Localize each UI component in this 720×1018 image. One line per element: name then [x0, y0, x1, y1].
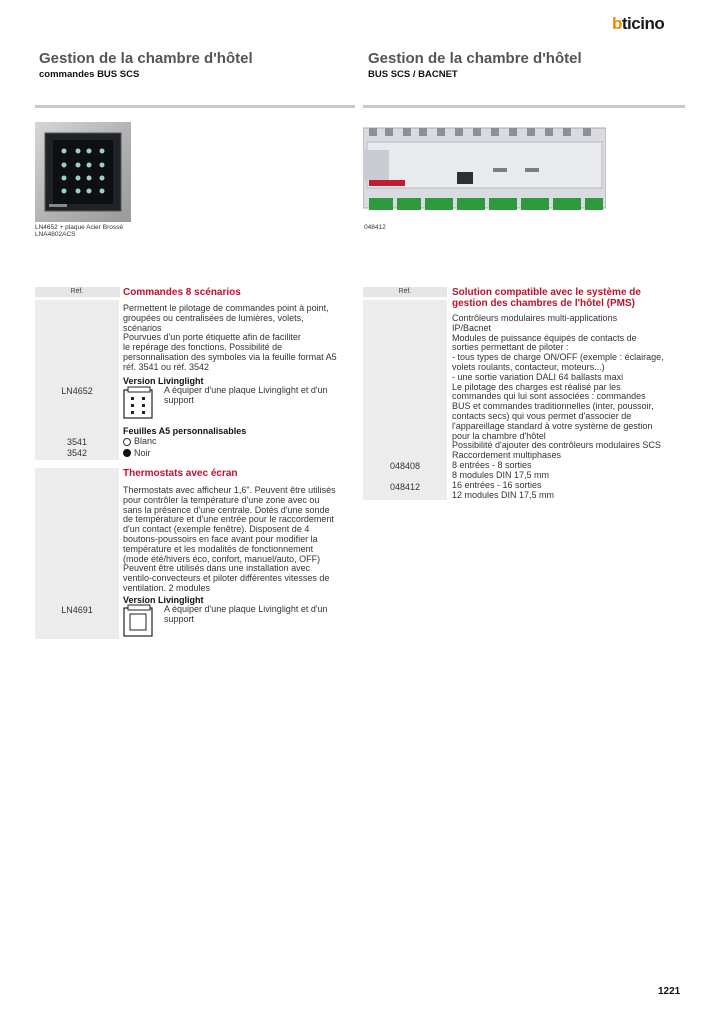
item-048412-line2: 12 modules DIN 17,5 mm — [452, 490, 555, 500]
right-page-subtitle: BUS SCS / BACNET — [368, 69, 458, 80]
ref-048408: 048408 — [389, 461, 421, 471]
version-text-1b: support — [164, 395, 195, 405]
livinglight-module-icon — [122, 386, 156, 420]
version-label-2: Version Livinglight — [123, 595, 204, 605]
left-page-subtitle: commandes BUS SCS — [39, 69, 140, 80]
ref-3541: 3541 — [66, 437, 88, 447]
right-image-caption: 048412 — [364, 224, 386, 231]
section-title-8-scenarios: Commandes 8 scénarios — [123, 287, 241, 298]
product-image-048412 — [363, 122, 606, 214]
version-text-2b: support — [164, 614, 195, 624]
sheets-label: Feuilles A5 personnalisables — [123, 426, 247, 436]
ref-ln4652: LN4652 — [61, 386, 93, 396]
item-048412-line1: 16 entrées - 16 sorties — [452, 480, 542, 490]
version-text-2a: A équiper d'une plaque Livinglight et d'un — [164, 604, 328, 614]
left-image-caption-1: LN4652 + plaque Acier Brossé — [35, 224, 123, 231]
item-048408-line1: 8 entrées - 8 sorties — [452, 460, 532, 470]
version-text-1a: A équiper d'une plaque Livinglight et d'un — [164, 385, 328, 395]
right-divider — [363, 105, 685, 108]
sheet-label-noir: Noir — [134, 448, 151, 458]
right-ref-header: Réf. — [363, 287, 447, 297]
right-page-title: Gestion de la chambre d'hôtel — [368, 50, 582, 67]
section-title-pms-2: gestion des chambres de l'hôtel (PMS) — [452, 298, 635, 309]
ref-3542: 3542 — [66, 448, 88, 458]
sheet-label-blanc: Blanc — [134, 436, 157, 446]
brand-logo: bticino — [612, 14, 665, 33]
page-number: 1221 — [658, 986, 681, 997]
section-description-pms: Contrôleurs modulaires multi-applications IP/Bacnet Modules de puissance équipés de contacts de sorties permettant de piloter : - tous types de charge ON/OFF (exemple : éclairage, volets roulants, contacteur, moteurs...) - une sortie variation DALI 64 ballasts maxi Le pilotage des charges est réalisé par les commandes qui lui sont associées : commandes BUS et commandes traditionnelles (inter, poussoir, contacts secs) qui vous permet d'associer de l'appareillage standard à votre système de gestion pour la chambre d'hôtel Possibilité d'ajouter des contrôleurs modulaires SCS Raccordement multiphases — [452, 313, 664, 461]
item-048408-line2: 8 modules DIN 17,5 mm — [452, 470, 550, 480]
black-swatch-icon — [123, 449, 131, 457]
left-page-title: Gestion de la chambre d'hôtel — [39, 50, 253, 67]
version-label-1: Version Livinglight — [123, 376, 204, 386]
white-swatch-icon — [123, 438, 131, 446]
left-ref-header: Réf. — [70, 288, 84, 295]
ref-ln4691: LN4691 — [61, 605, 93, 615]
ref-048412: 048412 — [389, 482, 421, 492]
section-description-8-scenarios: Permettent le pilotage de commandes point à point, groupées ou centralisées de lumières, volets, scénarios Pourvues d'un porte étiquette afin de faciliter le repérage des fonctions. Possibilité de personnalisation des symboles via la feuille format A5 réf. 3541 ou réf. 3542 — [123, 303, 337, 372]
left-divider — [35, 105, 355, 108]
product-image-ln4652 — [35, 122, 131, 222]
left-image-caption-2: LNA4802ACS — [35, 231, 76, 238]
livinglight-module-icon — [122, 604, 156, 638]
section-title-thermostats: Thermostats avec écran — [123, 468, 238, 479]
section-title-pms-1: Solution compatible avec le système de — [452, 287, 641, 298]
section-description-thermostats: Thermostats avec afficheur 1,6". Peuvent être utilisés pour contrôler la température d'une zone avec ou sans la présence d'une centrale. Dotés d'une sonde de température et d'une entrée pour le raccordement d'un contact (exemple fenêtre). Disposent de 4 boutons-poussoirs en face avant pour modifier la température et les modalités de fonctionnement (mode été/hivers éco, confort, manuel/auto, OFF) Peuvent être utilisés dans une installation avec ventilo-convecteurs et piloter différentes vitesses de ventilation. 2 modules — [123, 485, 336, 593]
left-ref-column-1 — [35, 300, 119, 460]
